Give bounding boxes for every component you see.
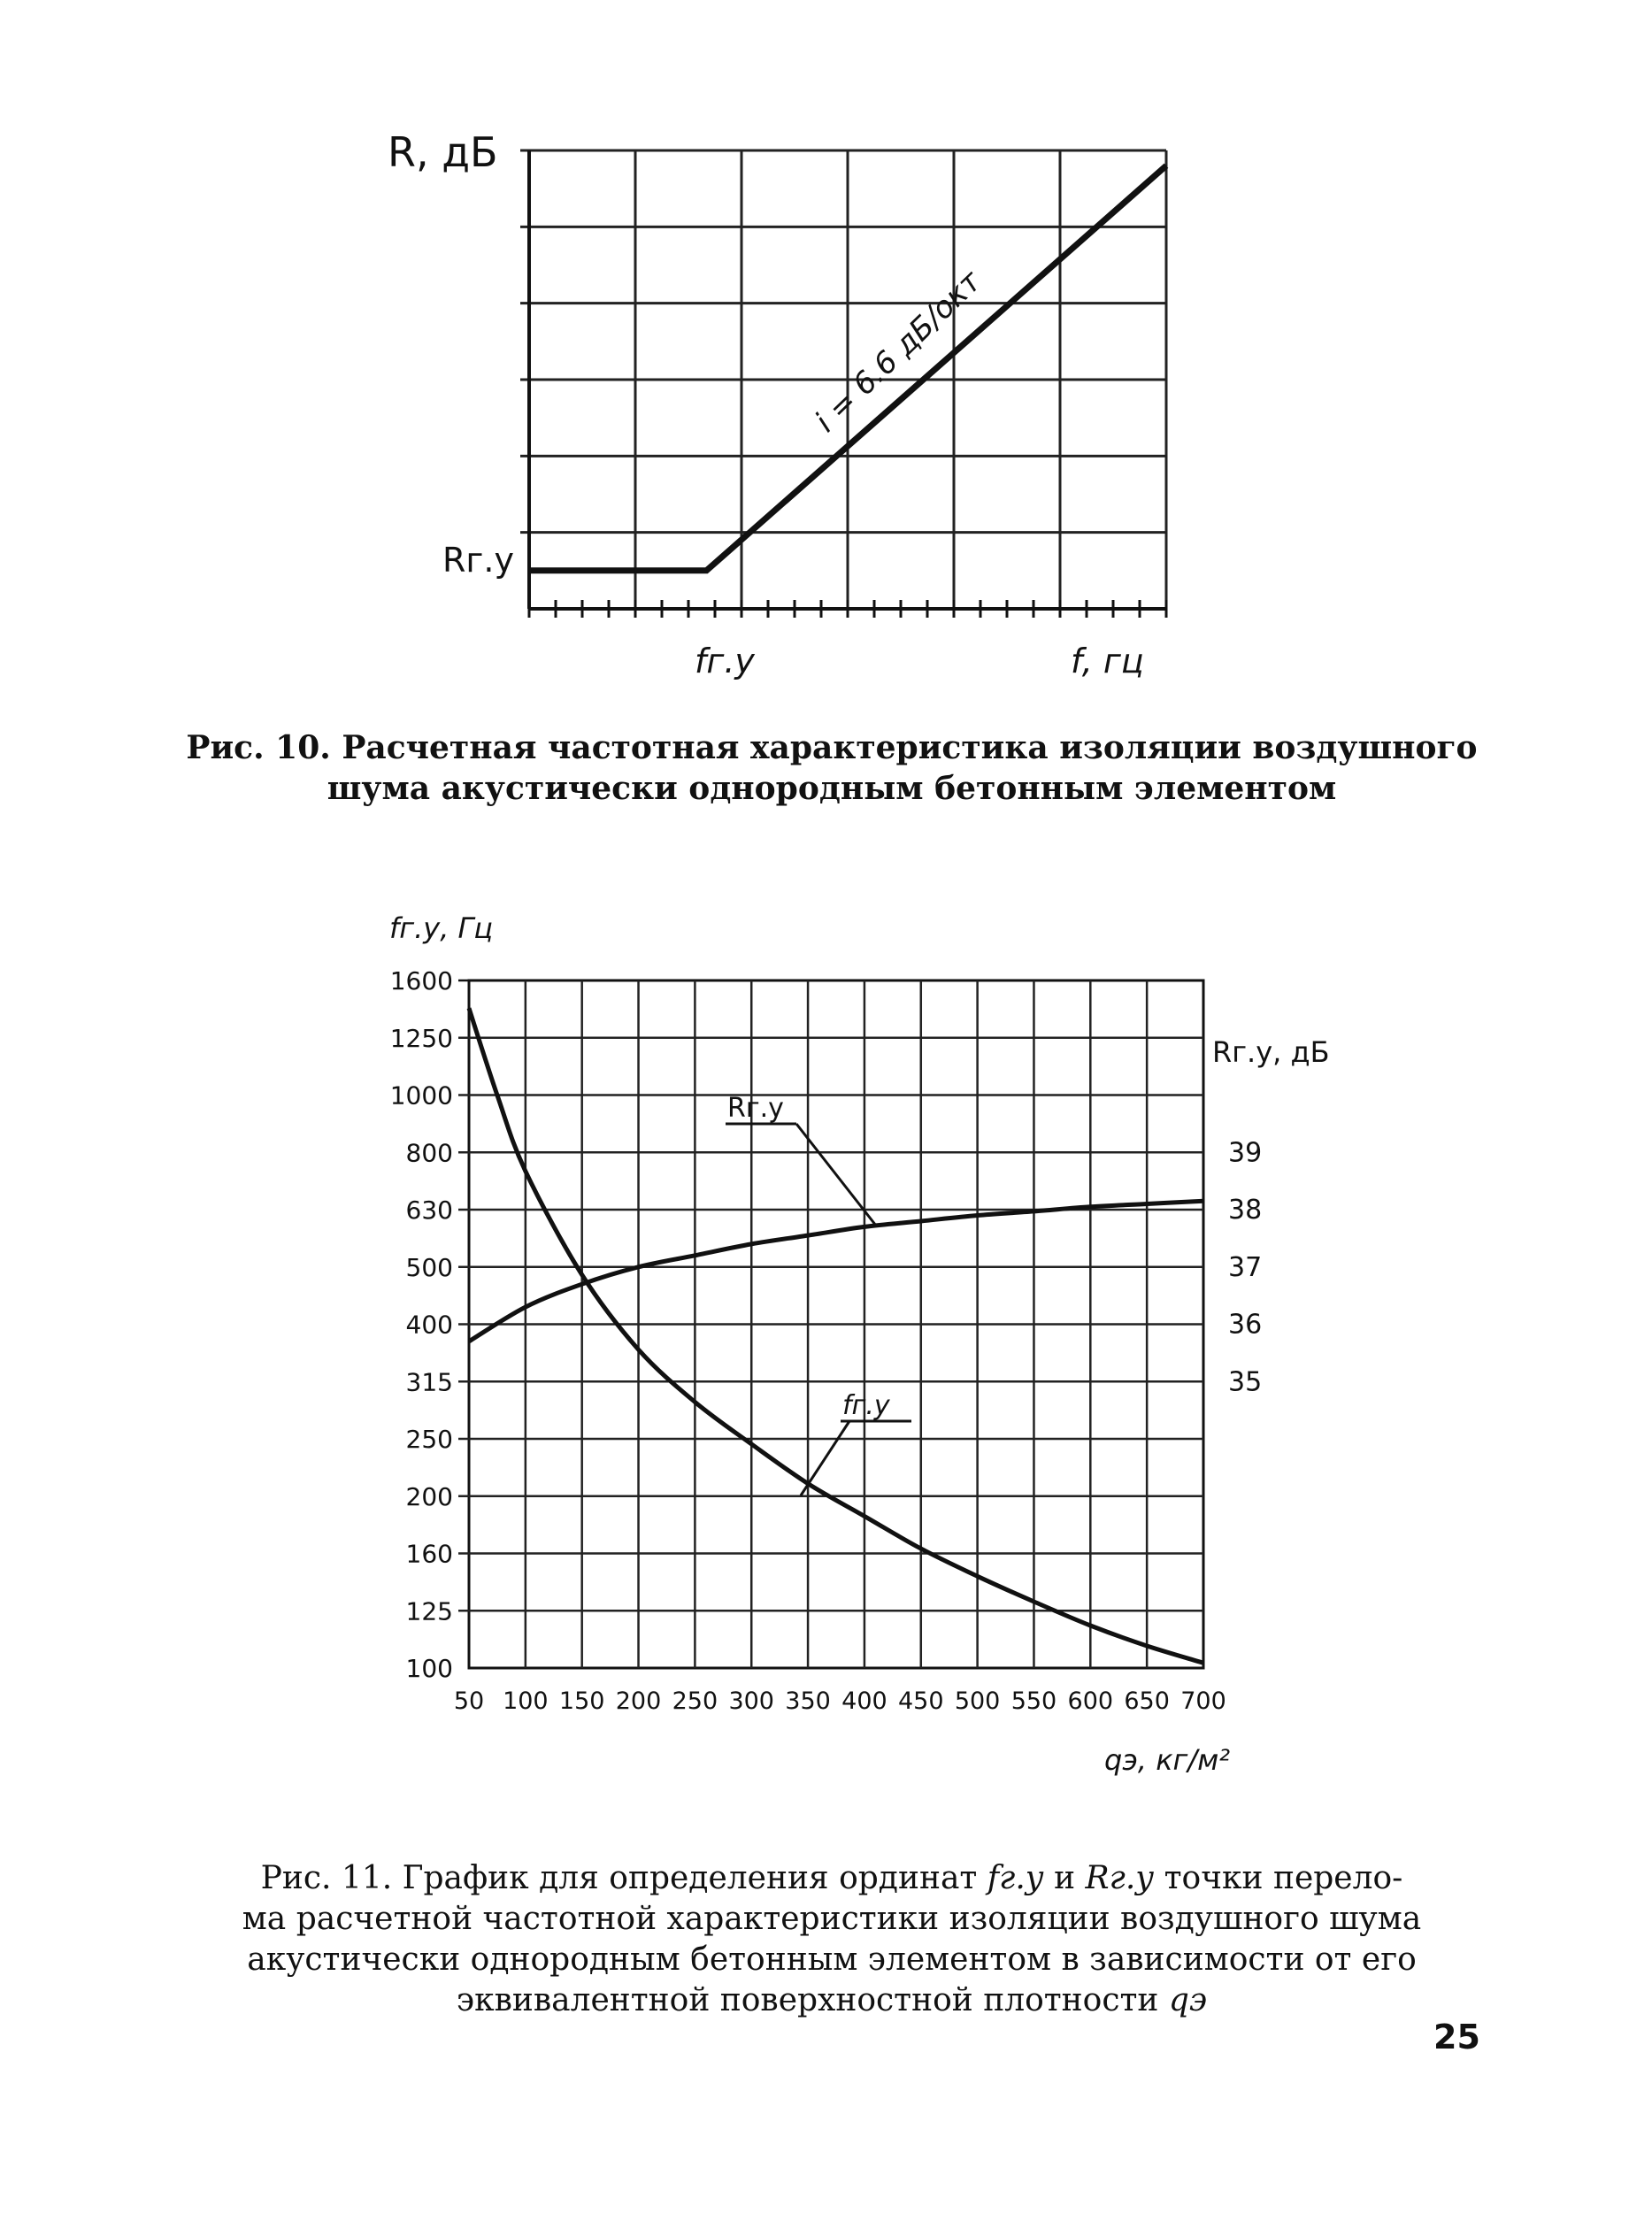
- fig11-y-tick-label: 500: [405, 1252, 453, 1282]
- fig11-series-fgu: [469, 1008, 1203, 1663]
- fig10-caption-text1: Расчетная частотная характеристика изоляции воздушного: [342, 729, 1478, 766]
- fig11-y2-tick-label: 38: [1228, 1195, 1263, 1226]
- fig10-y-marker-label: Rг.у: [442, 541, 514, 580]
- fig11-y-tick-label: 100: [405, 1654, 453, 1683]
- fig11-fgu-series-label: fг.у: [842, 1390, 890, 1421]
- fig10-caption: [142, 727, 1522, 809]
- fig11-y-tick-label: 1600: [389, 966, 453, 996]
- fig11-y-tick-label: 200: [405, 1481, 453, 1511]
- fig11-caption-conj: и: [1054, 1860, 1076, 1896]
- fig11-x-tick-label: 500: [954, 1687, 1001, 1715]
- fig11-caption-line4: [168, 1980, 1495, 2021]
- fig11-caption-line3: акустически однородным бетонным элементом в зависимости от его: [247, 1941, 1417, 1978]
- fig11-rgu-series-label: Rг.у: [727, 1093, 784, 1124]
- figure-11: [389, 911, 1330, 1777]
- fig11-x-tick-label: 550: [1010, 1687, 1057, 1715]
- fig10-caption-prefix: Рис. 10.: [186, 729, 331, 766]
- fig11-y-tick-label: 800: [405, 1138, 453, 1168]
- fig11-y-tick-label: 1000: [389, 1080, 453, 1111]
- fig11-y-tick-label: 250: [405, 1425, 453, 1454]
- fig11-grid: [458, 980, 1203, 1668]
- fig11-x-tick-label: 450: [897, 1687, 944, 1715]
- fig11-y2-tick-label: 36: [1228, 1309, 1263, 1341]
- fig11-caption: [168, 1858, 1495, 2021]
- page-number: 25: [1433, 2018, 1480, 2056]
- fig11-x-tick-label: 600: [1067, 1687, 1114, 1715]
- fig11-caption-sym-q: qэ: [1168, 1982, 1208, 2018]
- figure-10: [388, 128, 1166, 680]
- fig11-caption-line4-text: эквивалентной поверхностной плотности: [456, 1982, 1159, 2018]
- fig11-x-tick-label: 650: [1124, 1687, 1170, 1715]
- fig11-caption-line1: [168, 1858, 1495, 1899]
- fig11-x-tick-label: 50: [453, 1687, 485, 1715]
- fig11-x-tick-label: 350: [785, 1687, 831, 1715]
- fig11-y2-tick-label: 35: [1228, 1366, 1263, 1398]
- fig10-xlabel: f, гц: [1071, 642, 1144, 680]
- fig11-x-tick-label: 700: [1180, 1687, 1226, 1715]
- fig11-x-tick-label: 150: [558, 1687, 605, 1715]
- fig11-caption-line2: ма расчетной частотной характеристики изоляции воздушного шума: [242, 1901, 1422, 1937]
- fig11-y2label: Rг.у, дБ: [1212, 1035, 1330, 1069]
- fig11-x-tick-label: 300: [728, 1687, 775, 1715]
- fig11-y-tick-label: 160: [405, 1539, 453, 1569]
- fig11-caption-suffix: точки перело-: [1164, 1860, 1403, 1896]
- fig11-y-tick-label: 125: [405, 1596, 453, 1626]
- fig11-y-tick-label: 630: [405, 1195, 453, 1225]
- fig10-x-marker-label: fг.у: [695, 642, 755, 680]
- fig11-ylabel: fг.у, Гц: [389, 911, 494, 945]
- fig11-y2-tick-label: 37: [1228, 1251, 1263, 1283]
- fig11-y-tick-label: 315: [405, 1367, 453, 1397]
- fig10-ylabel: R, дБ: [388, 128, 498, 176]
- fig11-y2-tick-labels: [1228, 1137, 1262, 1397]
- fig11-x-tick-label: 400: [841, 1687, 887, 1715]
- fig11-caption-prefix: Рис. 11. График для определения ординат: [260, 1860, 978, 1896]
- fig11-y-tick-label: 400: [405, 1310, 453, 1340]
- fig11-y-tick-labels: [390, 966, 453, 1683]
- fig11-xlabel: qэ, кг/м²: [1104, 1743, 1231, 1777]
- fig11-caption-sym-fgu: fг.у: [987, 1860, 1044, 1896]
- fig11-x-tick-label: 200: [615, 1687, 662, 1715]
- fig11-x-tick-label: 250: [672, 1687, 718, 1715]
- fig11-y-tick-label: 1250: [389, 1023, 453, 1053]
- fig11-caption-sym-rgu: Rг.у: [1085, 1860, 1155, 1896]
- fig11-x-tick-label: 100: [503, 1687, 549, 1715]
- fig10-slope-annotation: i = 6.6 дБ/окт: [808, 264, 988, 440]
- fig11-x-tick-labels: [454, 1687, 1226, 1715]
- fig10-caption-line1: [142, 727, 1522, 768]
- fig11-y2-tick-label: 39: [1228, 1137, 1263, 1169]
- fig10-caption-line2: шума акустически однородным бетонным элементом: [327, 770, 1337, 807]
